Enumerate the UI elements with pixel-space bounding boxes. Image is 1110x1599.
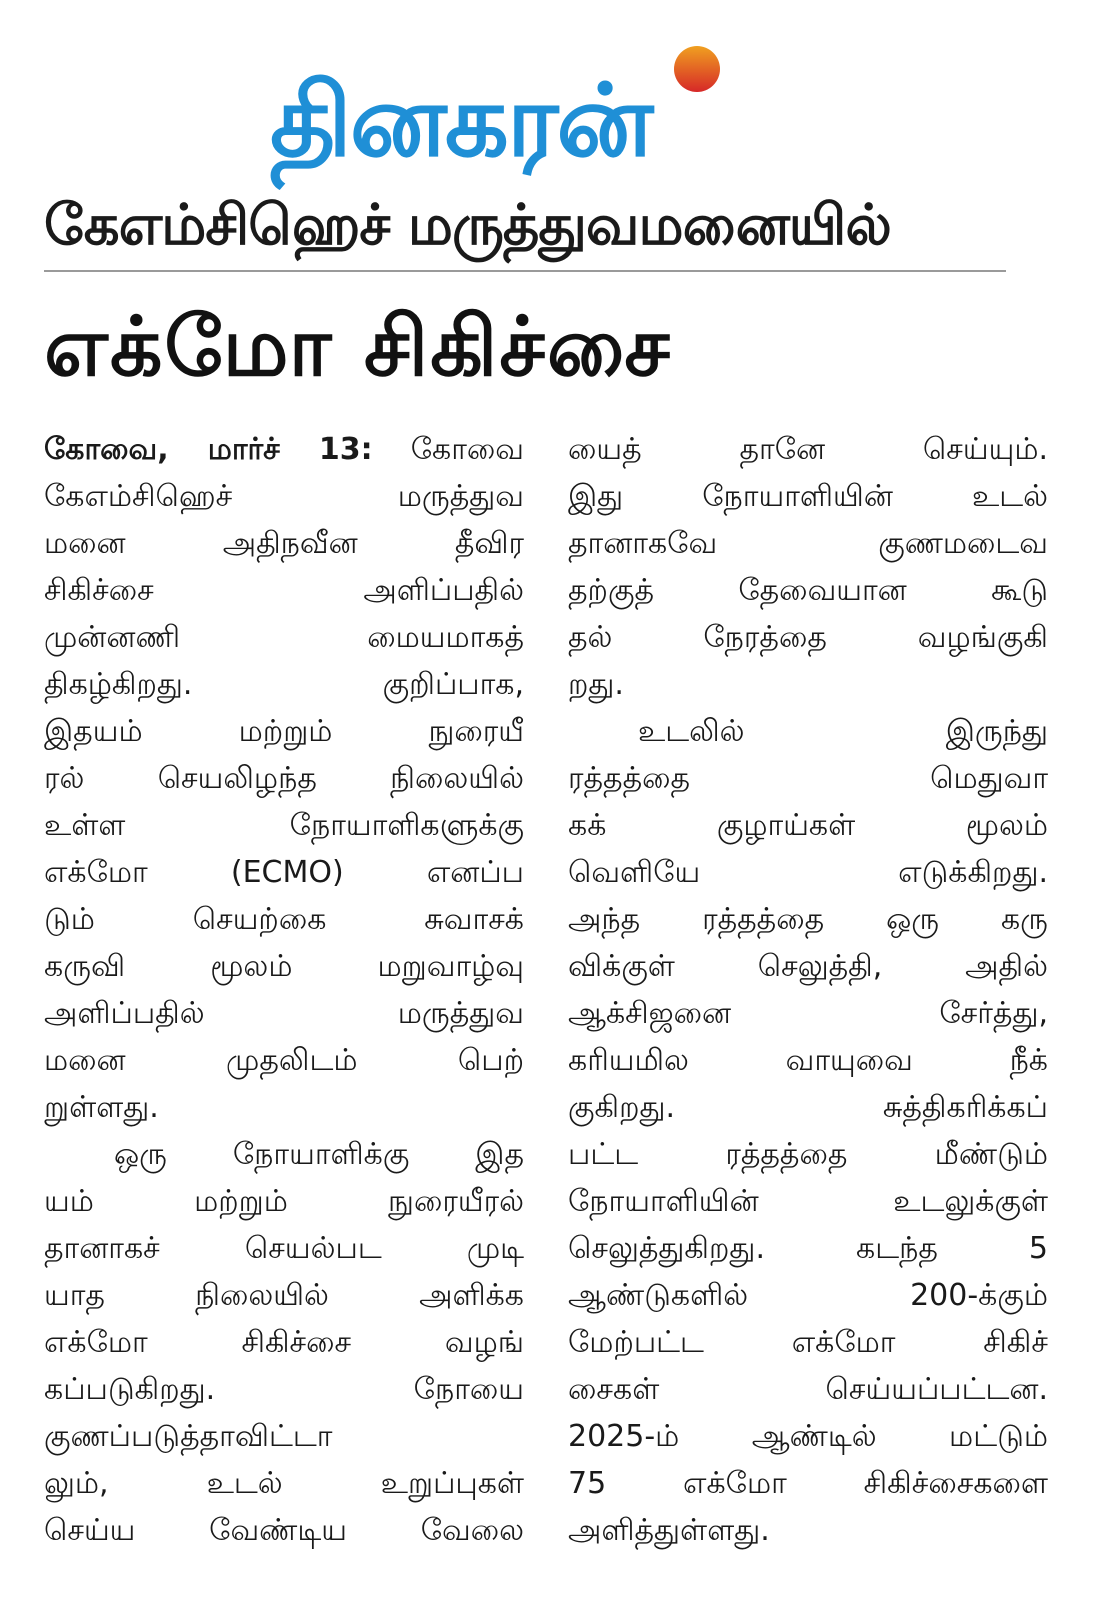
article-line: உடலில் இருந்து: [638, 714, 1048, 749]
article-line: அந்த ரத்தத்தை ஒரு கரு: [568, 902, 1048, 937]
article-line: டும் செயற்கை சுவாசக்: [44, 902, 524, 937]
article-line: லும், உடல் உறுப்புகள்: [44, 1466, 524, 1501]
article-line: குகிறது. சுத்திகரிக்கப்: [568, 1090, 1048, 1125]
masthead: [0, 30, 1110, 180]
article-line: செலுத்துகிறது. கடந்த 5: [568, 1231, 1048, 1266]
article-line: செய்ய வேண்டிய வேலை: [44, 1513, 524, 1548]
article-line: மனை முதலிடம் பெற்: [44, 1043, 524, 1078]
article-line: [44, 426, 524, 473]
article-line: மேற்பட்ட எக்மோ சிகிச்: [568, 1325, 1048, 1360]
article-line: முன்னணி மையமாகத்: [44, 620, 524, 655]
article-line: ஆண்டுகளில் 200-க்கும்: [568, 1278, 1048, 1313]
article-line: தானாகவே குணமடைவ: [568, 526, 1048, 561]
article-line: ஒரு நோயாளிக்கு இத: [114, 1137, 524, 1172]
article-line: வெளியே எடுக்கிறது.: [568, 855, 1048, 890]
article-line: இது நோயாளியின் உடல்: [568, 479, 1048, 514]
article-line: நோயாளியின் உடலுக்குள்: [568, 1184, 1048, 1219]
newspaper-logo: தினகரன்: [270, 62, 652, 179]
article-line: கப்படுகிறது. நோயை: [44, 1372, 524, 1407]
article-line: எக்மோ (ECMO) எனப்ப: [44, 855, 524, 890]
article-line: ரத்தத்தை மெதுவா: [568, 761, 1048, 796]
article-line: இதயம் மற்றும் நுரையீ: [44, 714, 524, 749]
article-line: பட்ட ரத்தத்தை மீண்டும்: [568, 1137, 1048, 1172]
article-line: கக் குழாய்கள் மூலம்: [568, 808, 1048, 843]
article-line: அளித்துள்ளது.: [568, 1513, 770, 1548]
article-line: றது.: [568, 667, 624, 702]
article-line: சைகள் செய்யப்பட்டன.: [568, 1372, 1048, 1407]
article-line: தல் நேரத்தை வழங்குகி: [568, 620, 1048, 655]
article-line: மனை அதிநவீன தீவிர: [44, 526, 524, 561]
article-line: எக்மோ சிகிச்சை வழங்: [44, 1325, 524, 1360]
article-line: திகழ்கிறது. குறிப்பாக,: [44, 667, 524, 702]
article-line: 2025-ம் ஆண்டில் மட்டும்: [568, 1419, 1048, 1454]
article-line: அளிப்பதில் மருத்துவ: [44, 996, 524, 1031]
main-headline: எக்மோ சிகிச்சை: [44, 300, 672, 395]
article-column-right: [568, 426, 1048, 1554]
article-line: யம் மற்றும் நுரையீரல்: [44, 1184, 524, 1219]
headline-divider: [44, 270, 1006, 272]
article-line: கேஎம்சிஹெச் மருத்துவ: [44, 479, 524, 514]
sun-logo-icon: [672, 44, 722, 94]
article-line: சிகிச்சை அளிப்பதில்: [44, 573, 524, 608]
article-line: தற்குத் தேவையான கூடு: [568, 573, 1048, 608]
dateline: கோவை, மார்ச் 13:: [44, 432, 373, 467]
article-line-text: கோவை: [372, 432, 524, 467]
article-column-left: [44, 426, 524, 1554]
kicker-headline: கேஎம்சிஹெச் மருத்துவமனையில்: [44, 193, 891, 258]
article-line: றுள்ளது.: [44, 1090, 159, 1125]
article-line: ஆக்சிஜனை சேர்த்து,: [568, 996, 1048, 1031]
article-line: உள்ள நோயாளிகளுக்கு: [44, 808, 524, 843]
article-line: யைத் தானே செய்யும்.: [568, 432, 1048, 467]
article-line: விக்குள் செலுத்தி, அதில்: [568, 949, 1048, 984]
article-line: ரல் செயலிழந்த நிலையில்: [44, 761, 524, 796]
article-line: கரியமில வாயுவை நீக்: [568, 1043, 1048, 1078]
article-line: 75 எக்மோ சிகிச்சைகளை: [568, 1466, 1048, 1501]
article-line: குணப்படுத்தாவிட்டா: [44, 1419, 333, 1454]
article-line: கருவி மூலம் மறுவாழ்வு: [44, 949, 524, 984]
article-line: தானாகச் செயல்பட முடி: [44, 1231, 524, 1266]
article-line: யாத நிலையில் அளிக்க: [44, 1278, 524, 1313]
